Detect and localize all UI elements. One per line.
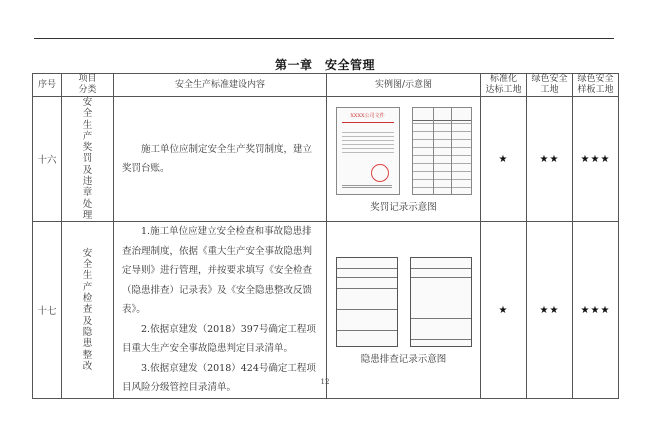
header-level3: 绿色安全 样板工地 <box>573 74 619 97</box>
figure-caption: 隐患排查记录示意图 <box>360 354 447 366</box>
figure-caption: 奖罚记录示意图 <box>370 202 437 214</box>
row-index: 十六 <box>33 97 62 222</box>
row-category: 安全生产奖罚及违章处理 <box>62 97 114 222</box>
header-content: 安全生产标准建设内容 <box>114 74 327 97</box>
table-row <box>33 222 619 399</box>
reward-document-image: XXXX公司文件 <box>336 107 400 195</box>
level1-stars: ★ <box>481 222 527 399</box>
row-content: 施工单位应制定安全生产奖罚制度，建立奖罚台账。 <box>114 97 327 222</box>
table-row <box>33 97 619 222</box>
header-category: 项目 分类 <box>62 74 114 97</box>
header-figure: 实例图/示意图 <box>327 74 481 97</box>
row-content: 1.施工单位应建立安全检查和事故隐患排查治理制度，依据《重大生产安全事故隐患判定导则》进行管理，并按要求填写《安全检查（隐患排查）记录表》及《安全隐患整改反馈表》。 2.依据京建发（2018）397号确定工程项目重大生产安全事故隐患判定目录清单。 3.依据京建发（2018）424号确定工程项目风险分级管控目录清单。 <box>114 222 327 399</box>
row-index: 十七 <box>33 222 62 399</box>
header-level1: 标准化 达标工地 <box>481 74 527 97</box>
level3-stars: ★★★ <box>573 97 619 222</box>
row-figure <box>327 97 481 222</box>
level2-stars: ★★ <box>527 97 573 222</box>
row-category: 安全生产检查及隐患整改 <box>62 222 114 399</box>
level2-stars: ★★ <box>527 222 573 399</box>
safety-standards-table <box>32 73 619 399</box>
chapter-title: 第一章 安全管理 <box>274 58 375 72</box>
header-index: 序号 <box>33 74 62 97</box>
level1-stars: ★ <box>481 97 527 222</box>
row-figure <box>327 222 481 399</box>
rectification-record-image <box>410 257 472 347</box>
reward-ledger-image <box>412 107 472 195</box>
header-rule <box>34 38 614 39</box>
level3-stars: ★★★ <box>573 222 619 399</box>
table-header-row <box>33 74 619 97</box>
header-level2: 绿色安全 工地 <box>527 74 573 97</box>
page-number: 12 <box>320 378 330 386</box>
inspection-record-image <box>336 257 398 347</box>
